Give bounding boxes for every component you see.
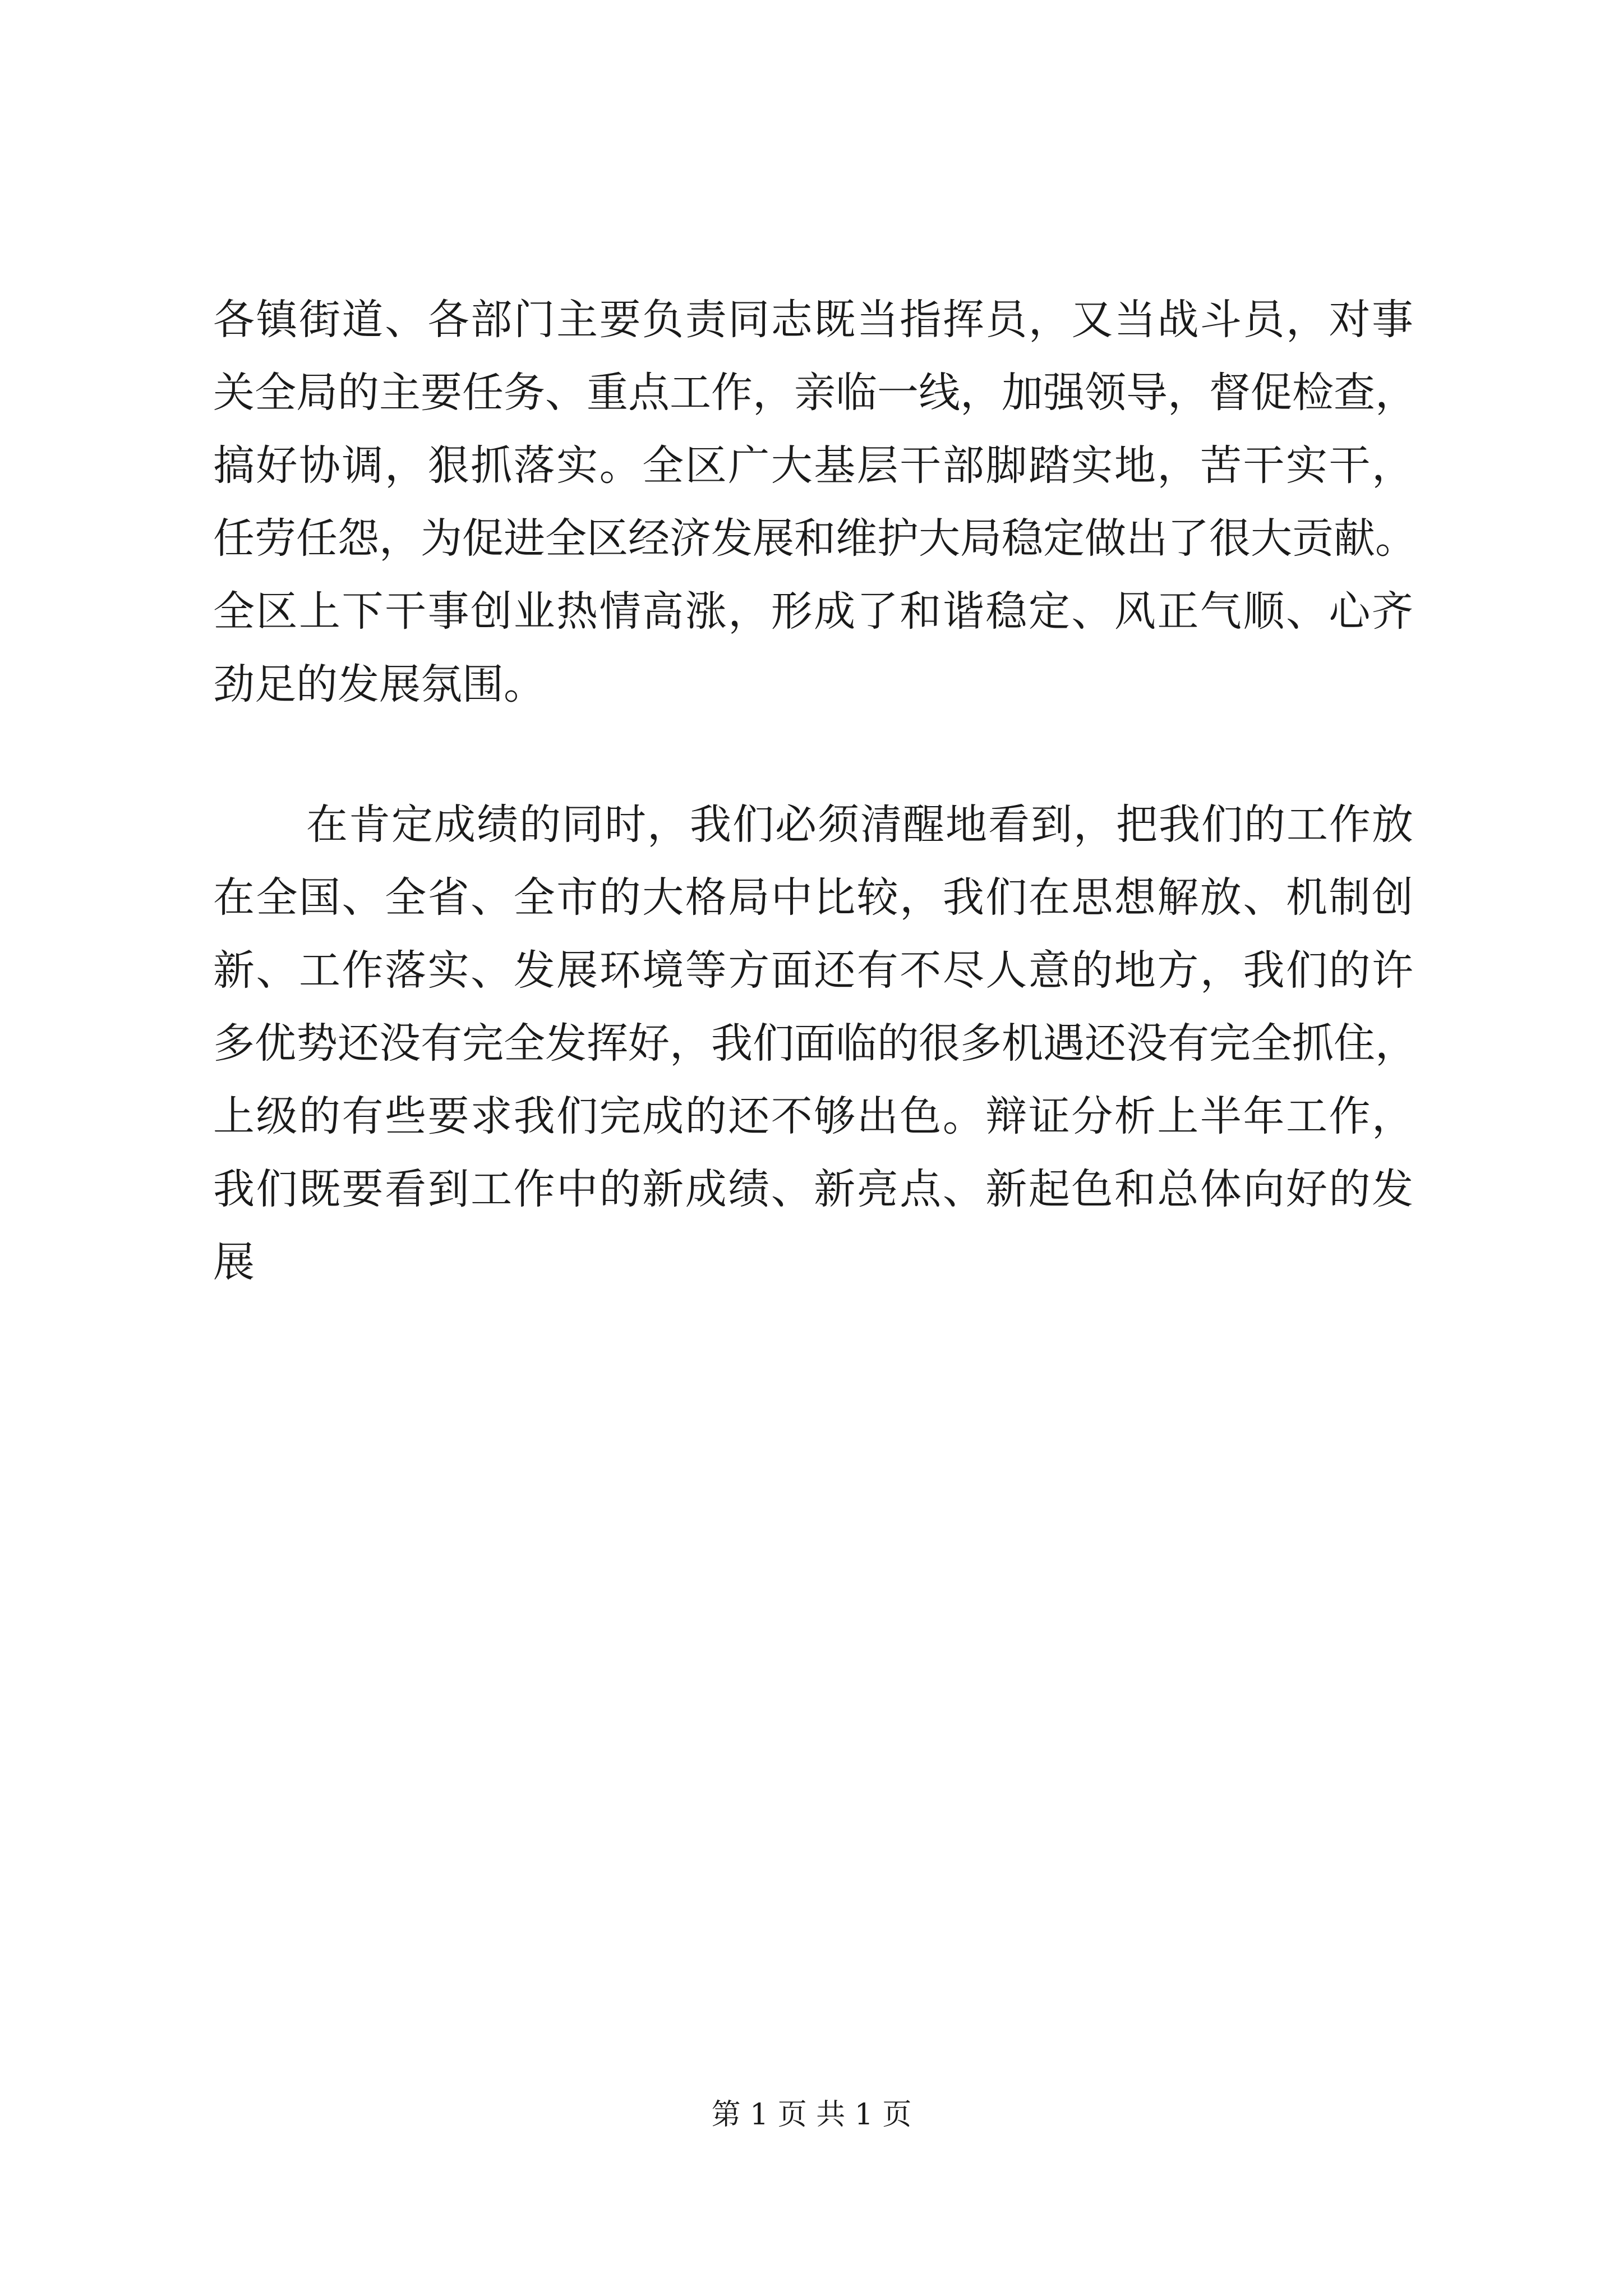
paragraph-2-line-5: 上级的有些要求我们完成的还不够出色。辩证分析上半年工作， bbox=[213, 1092, 1413, 1140]
page-footer: 第 1 页 共 1 页 bbox=[711, 2098, 912, 2132]
paragraph-1-line-4: 任劳任怨，为促进全区经济发展和维护大局稳定做出了很大贡献。 bbox=[213, 514, 1417, 563]
paragraph-1-line-6: 劲足的发展氛围。 bbox=[213, 660, 545, 708]
paragraph-1-line-5: 全区上下干事创业热情高涨，形成了和谐稳定、风正气顺、心齐 bbox=[213, 587, 1413, 636]
paragraph-2-line-3: 新、工作落实、发展环境等方面还有不尽人意的地方，我们的许 bbox=[213, 946, 1413, 995]
paragraph-1-line-2: 关全局的主要任务、重点工作，亲临一线，加强领导，督促检查， bbox=[213, 369, 1417, 417]
paragraph-1-line-3: 搞好协调，狠抓落实。全区广大基层干部脚踏实地，苦干实干， bbox=[213, 441, 1413, 490]
paragraph-1-line-1: 各镇街道、各部门主要负责同志既当指挥员，又当战斗员，对事 bbox=[213, 296, 1413, 344]
paragraph-2-line-1: 在肯定成绩的同时，我们必须清醒地看到，把我们的工作放 bbox=[306, 800, 1413, 849]
paragraph-2-line-4: 多优势还没有完全发挥好，我们面临的很多机遇还没有完全抓住， bbox=[213, 1019, 1417, 1068]
paragraph-2-line-2: 在全国、全省、全市的大格局中比较，我们在思想解放、机制创 bbox=[213, 873, 1413, 922]
paragraph-2-line-7: 展 bbox=[213, 1238, 255, 1286]
paragraph-2-line-6: 我们既要看到工作中的新成绩、新亮点、新起色和总体向好的发 bbox=[213, 1165, 1413, 1213]
